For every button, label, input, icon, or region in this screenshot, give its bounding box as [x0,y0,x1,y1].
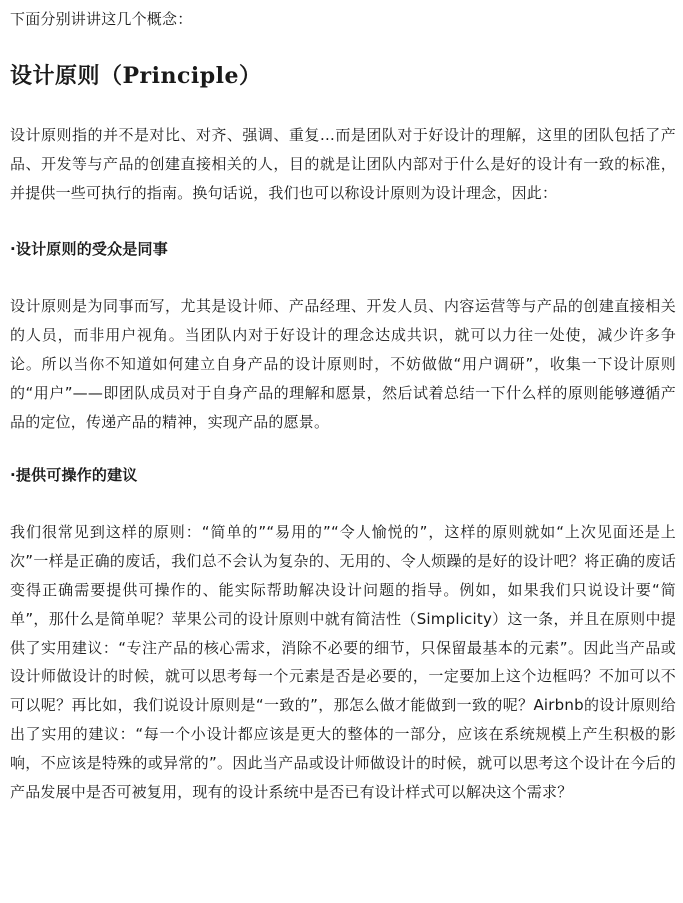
paragraph-actionable: 我们很常见到这样的原则：“简单的”“易用的”“令人愉悦的”，这样的原则就如“上次见面还是上次”一样是正确的废话，我们总不会认为复杂的、无用的、令人烦躁的是好的设计吧？将正确的废话变得正确需要提供可操作的、能实际帮助解决设计问题的指导。例如，如果我们只说设计要“简单”，那什么是简单呢？苹果公司的设计原则中就有简洁性（Simplicity）这一条，并且在原则中提供了实用建议：“专注产品的核心需求，消除不必要的细节，只保留最基本的元素”。因此当产品或设计师做设计的时候，就可以思考每一个元素是否是必要的，一定要加上这个边框吗？不加可以不可以呢？再比如，我们说设计原则是“一致的”，那怎么做才能做到一致的呢？Airbnb的设计原则给出了实用的建议：“每一个小设计都应该是更大的整体的一部分，应该在系统规模上产生积极的影响，不应该是特殊的或异常的”。因此当产品或设计师做设计的时候，就可以思考这个设计在今后的产品发展中是否可被复用，现有的设计系统中是否已有设计样式可以解决这个需求？ [10,523,676,801]
subheading-audience: ·设计原则的受众是同事 [10,240,168,259]
paragraph-audience: 设计原则是为同事而写，尤其是设计师、产品经理、开发人员、内容运营等与产品的创建直接相关的人员，而非用户视角。当团队内对于好设计的理念达成共识，就可以力往一处使，减少许多争论。所以当你不知道如何建立自身产品的设计原则时，不妨做做“用户调研”，收集一下设计原则的“用户”——即团队成员对于自身产品的理解和愿景，然后试着总结一下什么样的原则能够遵循产品的定位，传递产品的精神，实现产品的愿景。 [10,297,676,431]
paragraph-definition: 设计原则指的并不是对比、对齐、强调、重复…而是团队对于好设计的理解，这里的团队包括了产品、开发等与产品的创建直接相关的人，目的就是让团队内部对于什么是好的设计有一致的标准，并提供一些可执行的指南。换句话说，我们也可以称设计原则为设计理念，因此： [10,126,676,202]
intro-text: 下面分别讲讲这几个概念： [10,10,193,28]
section-heading-principle: 设计原则（Principle） [10,63,262,89]
article-body [10,0,676,806]
subheading-actionable: ·提供可操作的建议 [10,466,138,485]
